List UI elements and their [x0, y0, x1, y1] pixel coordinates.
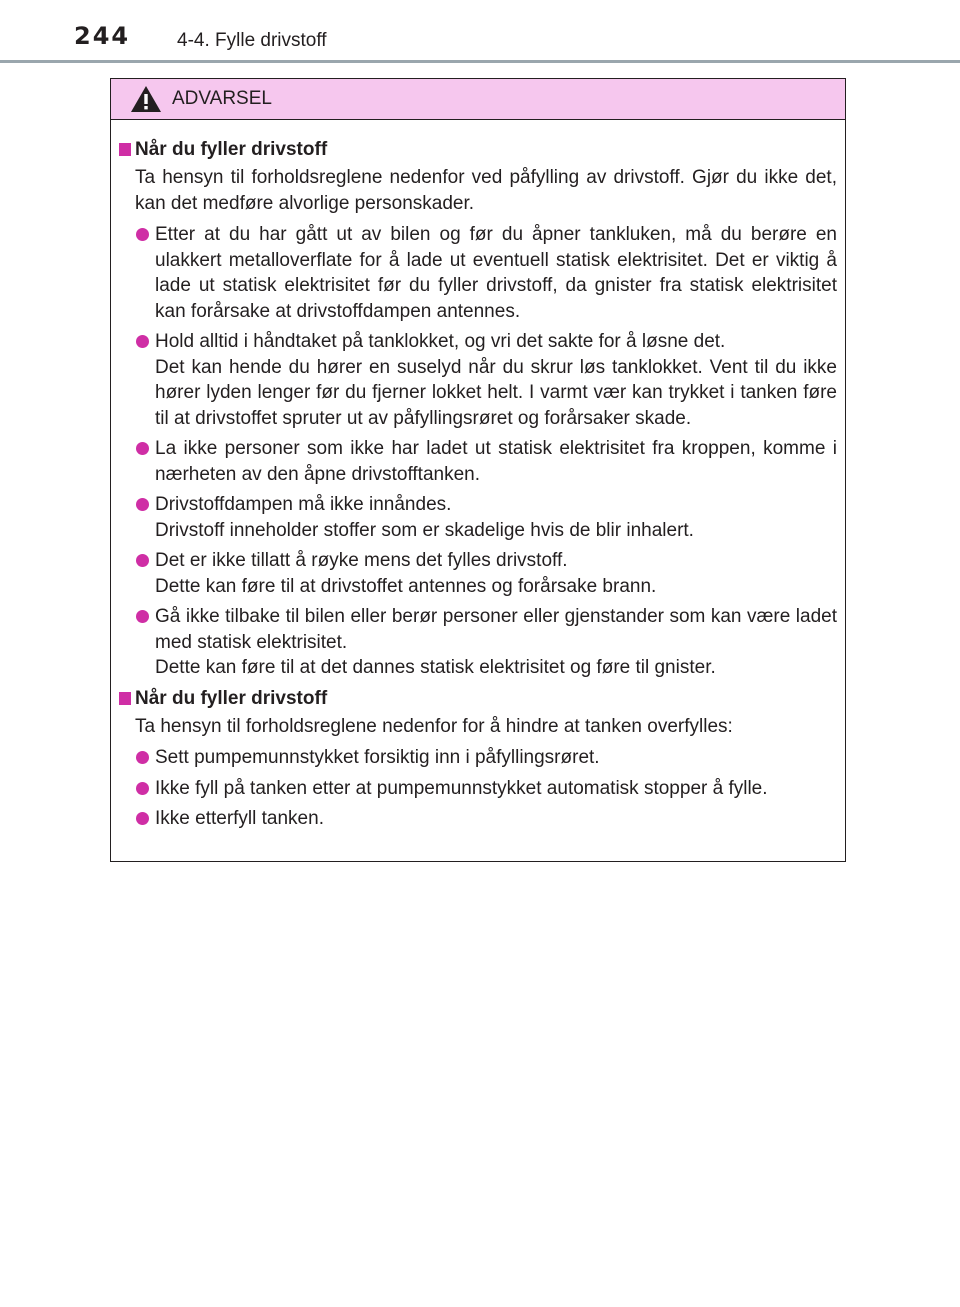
- list-item-text: Sett pumpemunnstykket forsiktig inn i påfyllingsrøret.: [155, 747, 600, 768]
- list-item: [119, 604, 837, 681]
- list-item-text: Drivstoffdampen må ikke innåndes.: [155, 494, 452, 515]
- round-bullet-icon: [136, 751, 149, 764]
- list-item: [119, 492, 837, 543]
- list-item-text: Hold alltid i håndtaket på tanklokket, og vri det sakte for å løsne det.: [155, 331, 726, 352]
- section-heading: [119, 137, 837, 163]
- list-item: [119, 548, 837, 599]
- warning-box: [110, 78, 846, 862]
- section-heading: [119, 686, 837, 712]
- round-bullet-icon: [136, 228, 149, 241]
- round-bullet-icon: [136, 610, 149, 623]
- warning-title: ADVARSEL: [172, 88, 272, 109]
- list-item-text: Det er ikke tillatt å røyke mens det fylles drivstoff.: [155, 550, 568, 571]
- list-item-detail: Dette kan føre til at det dannes statisk elektrisitet og føre til gnister.: [155, 657, 716, 678]
- list-item: [119, 745, 837, 771]
- header-divider: [0, 60, 960, 63]
- list-item-text: Ikke fyll på tanken etter at pumpemunnstykket automatisk stopper å fylle.: [155, 777, 768, 799]
- warning-triangle-icon: [130, 85, 162, 113]
- list-item: [119, 436, 837, 487]
- round-bullet-icon: [136, 812, 149, 825]
- list-item: [119, 806, 837, 832]
- section-heading-text: Når du fyller drivstoff: [135, 139, 328, 160]
- section-intro: Ta hensyn til forholdsreglene nedenfor for å hindre at tanken overfylles:: [135, 715, 733, 737]
- list-item-text: La ikke personer som ikke har ladet ut statisk elektrisitet fra kroppen, komme i nærheten av den åpne drivstofftanken.: [155, 438, 837, 485]
- page-header: [0, 0, 960, 64]
- list-item-text: Ikke etterfyll tanken.: [155, 808, 324, 829]
- page-number: 244: [74, 22, 131, 50]
- square-bullet-icon: [119, 692, 131, 705]
- section-title: 4-4. Fylle drivstoff: [177, 30, 327, 51]
- list-item: [119, 776, 837, 802]
- section-heading-text: Når du fyller drivstoff: [135, 687, 328, 709]
- section-intro: Ta hensyn til forholdsreglene nedenfor ved påfylling av drivstoff. Gjør du ikke det, kan det medføre alvorlige personskader.: [135, 167, 837, 214]
- list-item-text: Gå ikke tilbake til bilen eller berør personer eller gjenstander som kan være ladet med statisk elektrisitet.: [155, 606, 837, 653]
- list-item: [119, 329, 837, 431]
- list-item-text: Etter at du har gått ut av bilen og før du åpner tankluken, må du berøre en ulakkert metalloverflate for å lade ut eventuell statisk elektrisitet. Det er viktig å lade ut statisk elektrisitet før du fyller drivstoff, da gnister fra statisk elektrisitet kan forårsake at drivstoffdampen antennes.: [155, 224, 837, 322]
- warning-header: [111, 79, 845, 120]
- square-bullet-icon: [119, 143, 131, 156]
- round-bullet-icon: [136, 442, 149, 455]
- round-bullet-icon: [136, 554, 149, 567]
- list-item-detail: Drivstoff inneholder stoffer som er skadelige hvis de blir inhalert.: [155, 519, 694, 541]
- warning-body: [111, 120, 845, 832]
- round-bullet-icon: [136, 498, 149, 511]
- list-item-detail: Det kan hende du hører en suselyd når du skrur løs tanklokket. Vent til du ikke hører lyden lenger før du fjerner lokket helt. I varmt vær kan trykket i tanken føre til at drivstoffet spruter ut av påfyllingsrøret og forårsaker skade.: [155, 356, 837, 429]
- list-item: [119, 222, 837, 324]
- round-bullet-icon: [136, 335, 149, 348]
- list-item-detail: Dette kan føre til at drivstoffet antennes og forårsake brann.: [155, 575, 657, 597]
- round-bullet-icon: [136, 782, 149, 795]
